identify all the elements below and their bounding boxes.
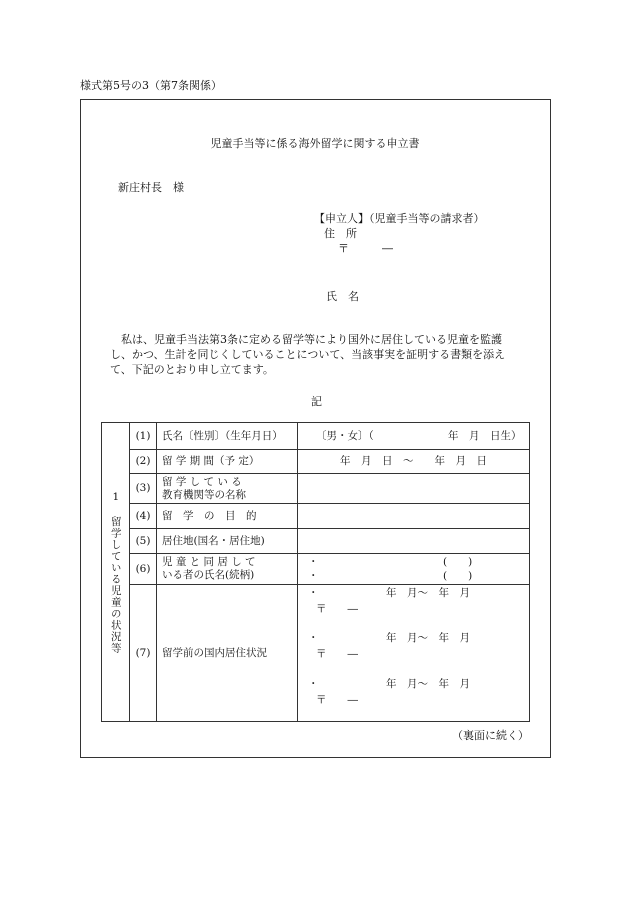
name-label: 氏 名 — [326, 290, 359, 303]
residence-period: 年 月～ 年 月 — [386, 587, 470, 599]
section-cell — [102, 423, 130, 722]
residence-postal: 〒 ― — [316, 648, 358, 660]
row-number: (6) — [130, 554, 157, 585]
section-title: 留学している児童の状況等 — [109, 515, 122, 654]
row-label-line: 児 童 と 同 居 し て — [162, 556, 256, 569]
residence-postal: 〒 ― — [316, 694, 358, 706]
prior-residence-field[interactable] — [298, 585, 530, 722]
row-label-line: いる者の氏名(続柄) — [162, 569, 255, 581]
row-label: 居住地(国名・居住地) — [157, 529, 298, 554]
table-row — [102, 504, 530, 529]
table-row — [102, 450, 530, 474]
cohabitant-field[interactable] — [298, 554, 530, 585]
cohabitant-bullet: ・ — [308, 570, 319, 582]
row-label — [157, 554, 298, 585]
table-row — [102, 529, 530, 554]
statement-line-2: し、かつ、生計を同じくしていることについて、当該事実を証明する書類を添え — [110, 348, 506, 361]
residence-field[interactable] — [298, 529, 530, 554]
residence-bullet: ・ — [308, 632, 319, 644]
row-label-line: 留 学 し て い る — [162, 475, 242, 488]
row-label-line: 教育機関等の名称 — [162, 488, 246, 501]
gender-choice: 〔男・女〕（ — [316, 430, 374, 442]
statement-line-1: 私は、児童手当法第3条に定める留学等により国外に居住している児童を監護 — [110, 333, 502, 346]
table-row — [102, 585, 530, 722]
name-gender-birthdate-field[interactable] — [298, 423, 530, 450]
study-period-field[interactable]: 年 月 日 ～ 年 月 日 — [298, 450, 530, 474]
table-row — [102, 423, 530, 450]
row-number: (5) — [130, 529, 157, 554]
row-label: 留学前の国内居住状況 — [157, 585, 298, 722]
row-label: 氏名〔性別〕（生年月日） — [157, 423, 298, 450]
ki-mark: 記 — [311, 395, 322, 408]
table-row — [102, 474, 530, 504]
address-label: 住 所 — [324, 227, 357, 240]
row-number: (7) — [130, 585, 157, 722]
residence-bullet: ・ — [308, 587, 319, 599]
birthdate-label: 年 月 日生） — [448, 430, 522, 442]
residence-period: 年 月～ 年 月 — [386, 678, 470, 690]
row-number: (4) — [130, 504, 157, 529]
addressee: 新庄村長 様 — [118, 181, 184, 194]
row-number: (1) — [130, 423, 157, 450]
row-number: (3) — [130, 474, 157, 504]
applicant-postal-code: 〒 ― — [338, 242, 393, 255]
study-purpose-field[interactable] — [298, 504, 530, 529]
cohabitant-relation: ( ) — [443, 556, 473, 568]
residence-bullet: ・ — [308, 678, 319, 690]
child-status-table — [101, 422, 530, 722]
residence-period: 年 月～ 年 月 — [386, 632, 470, 644]
cohabitant-bullet: ・ — [308, 556, 319, 568]
row-label: 留 学 期 間（予 定） — [157, 450, 298, 474]
form-title: 児童手当等に係る海外留学に関する申立書 — [210, 137, 420, 150]
row-number: (2) — [130, 450, 157, 474]
row-label: 留 学 の 目 的 — [157, 504, 298, 529]
form-number: 様式第5号の3（第7条関係） — [80, 79, 222, 92]
continued-note: （裏面に続く） — [452, 729, 529, 742]
institution-name-field[interactable] — [298, 474, 530, 504]
section-number: 1 — [109, 490, 122, 504]
residence-postal: 〒 ― — [316, 603, 358, 615]
section-label — [109, 491, 122, 654]
cohabitant-relation: ( ) — [443, 570, 473, 582]
applicant-header: 【申立人】（児童手当等の請求者） — [314, 212, 485, 225]
row-label — [157, 474, 298, 504]
statement-line-3: て、下記のとおり申し立てます。 — [110, 363, 274, 376]
table-row — [102, 554, 530, 585]
